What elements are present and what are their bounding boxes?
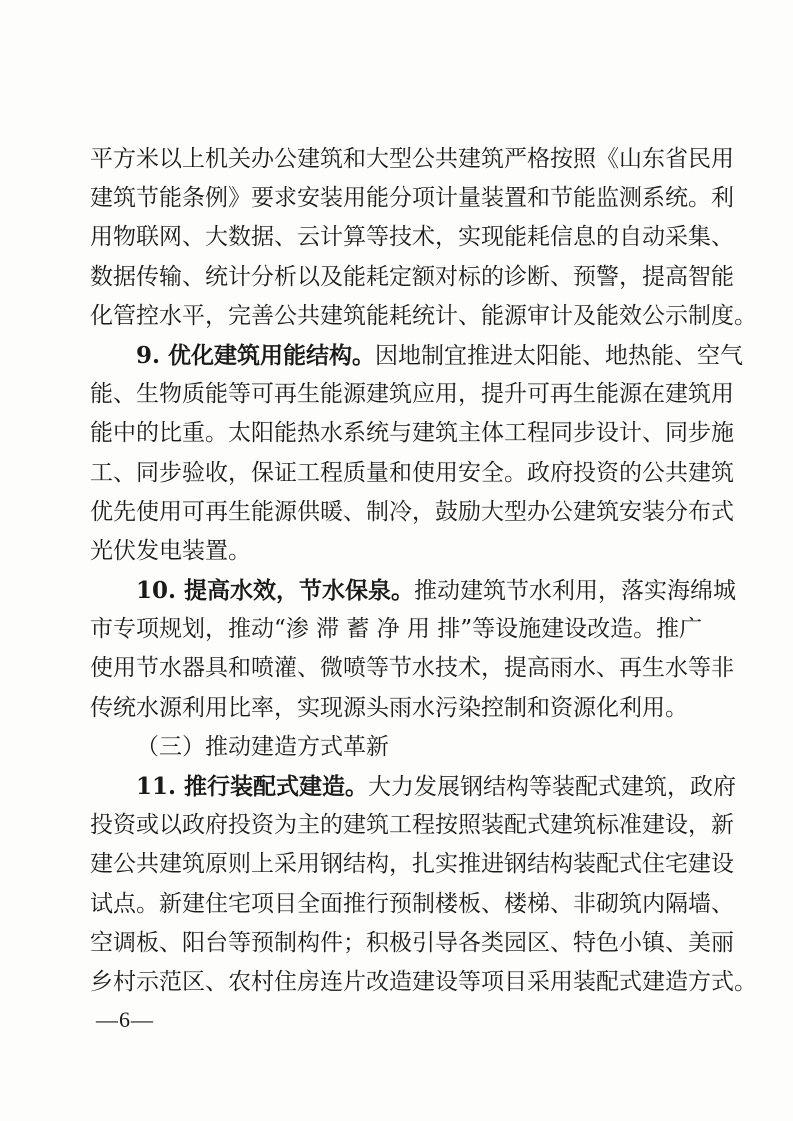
text-line: 空调板、阳台等预制构件；积极引导各类园区、特色小镇、美丽 xyxy=(90,929,734,956)
item-heading: 10. 提高水效，节水保泉。 xyxy=(136,577,415,605)
page-number: —6— xyxy=(96,1007,154,1032)
text-line: 建筑节能条例》要求安装用能分项计量装置和节能监测系统。利 xyxy=(90,185,734,212)
text-line: 平方米以上机关办公建筑和大型公共建筑严格按照《山东省民用 xyxy=(90,146,734,172)
text-line: 化管控水平，完善公共建筑能耗统计、能源审计及能效公示制度。 xyxy=(90,302,757,329)
text-line: 数据传输、统计分析以及能耗定额对标的诊断、预警，提高智能 xyxy=(90,263,734,290)
paragraph-start-line xyxy=(90,571,737,610)
section-heading: （三）推动建造方式革新 xyxy=(136,733,389,760)
text-line: 工、同步验收，保证工程质量和使用安全。政府投资的公共建筑 xyxy=(90,459,734,486)
text-run: 因地制宜推进太阳能、地热能、空气 xyxy=(375,342,744,369)
text-line: 使用节水器具和喷灌、微喷等节水技术，提高雨水、再生水等非 xyxy=(90,655,734,682)
paragraph-start-line xyxy=(90,767,737,806)
text-line: 投资或以政府投资为主的建筑工程按照装配式建筑标准建设，新 xyxy=(90,812,734,839)
text-line: 光伏发电装置。 xyxy=(90,537,251,564)
text-line: 用物联网、大数据、云计算等技术，实现能耗信息的自动采集、 xyxy=(90,224,734,251)
item-heading: 9. 优化建筑用能结构。 xyxy=(136,341,376,369)
text-line: 能、生物质能等可再生能源建筑应用，提升可再生能源在建筑用 xyxy=(90,381,734,408)
text-line: 建公共建筑原则上采用钢结构，扎实推进钢结构装配式住宅建设 xyxy=(90,851,734,878)
text-run: 大力发展钢结构等装配式建筑，政府 xyxy=(368,774,737,800)
text-line: 传统水源利用比率，实现源头雨水污染控制和资源化利用。 xyxy=(90,694,688,721)
text-line: 优先使用可再生能源供暖、制冷，鼓励大型办公建筑安装分布式 xyxy=(90,498,734,525)
text-line: 试点。新建住宅项目全面推行预制楼板、楼梯、非砌筑内隔墙、 xyxy=(90,890,734,917)
document-body xyxy=(90,140,757,1002)
text-run: 推动建筑节水利用，落实海绵城 xyxy=(414,578,737,605)
paragraph-start-line xyxy=(90,336,744,375)
text-line: 能中的比重。太阳能热水系统与建筑主体工程同步设计、同步施 xyxy=(90,420,734,447)
text-line: 乡村示范区、农村住房连片改造建设等项目采用装配式建造方式。 xyxy=(90,968,757,995)
item-heading: 11. 推行装配式建造。 xyxy=(136,773,369,800)
text-line: 市专项规划，推动“渗 滞 蓄 净 用 排”等设施建设改造。推广 xyxy=(90,616,703,643)
